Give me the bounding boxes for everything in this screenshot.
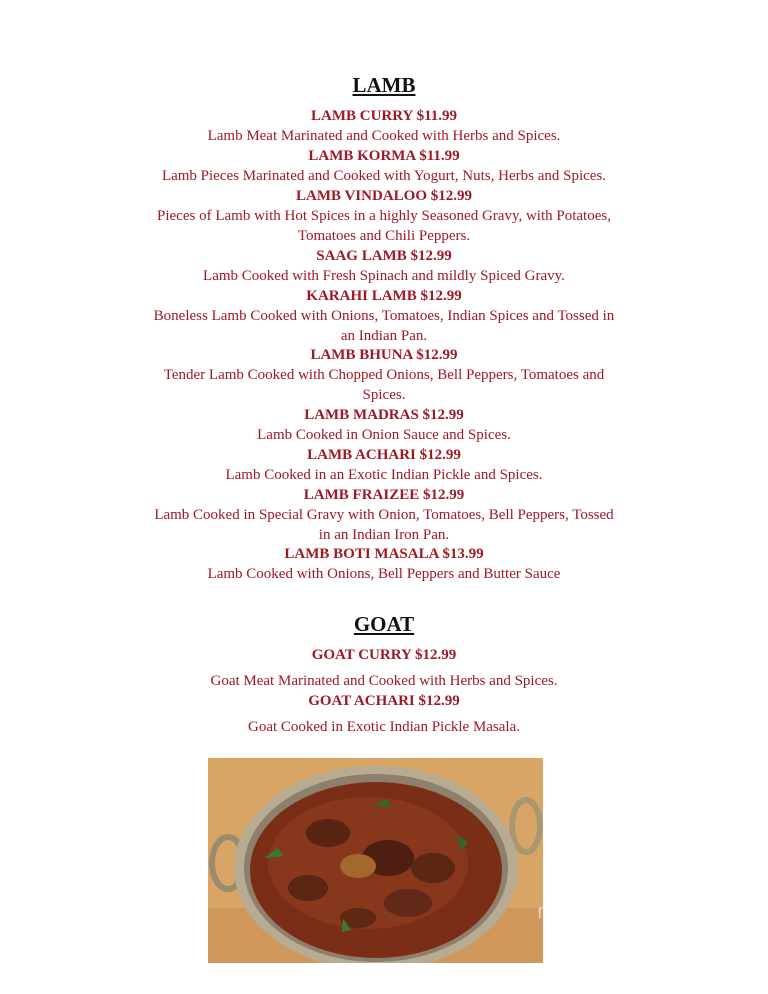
lamb-fraizee-desc: Lamb Cooked in Special Gravy with Onion, Tomatoes, Bell Peppers, Tossed in an Indian Iron Pan. — [154, 507, 614, 543]
lamb-achari-name: LAMB ACHARI $12.99 — [307, 447, 461, 463]
saag-lamb-name: SAAG LAMB $12.99 — [316, 248, 452, 264]
lamb-curry-desc: Lamb Meat Marinated and Cooked with Herbs and Spices. — [207, 128, 561, 144]
lamb-vindaloo-desc: Pieces of Lamb with Hot Spices in a highly Seasoned Gravy, with Potatoes, Tomatoes and Chili Peppers. — [157, 208, 611, 244]
goat-curry-desc: Goat Meat Marinated and Cooked with Herbs and Spices. — [210, 673, 558, 689]
lamb-boti-masala-desc: Lamb Cooked with Onions, Bell Peppers and Butter Sauce — [207, 566, 561, 582]
goat-achari-desc: Goat Cooked in Exotic Indian Pickle Masala. — [247, 719, 521, 735]
lamb-madras-desc: Lamb Cooked in Onion Sauce and Spices. — [257, 427, 511, 443]
lamb-madras-name: LAMB MADRAS $12.99 — [304, 407, 464, 423]
lamb-vindaloo-name: LAMB VINDALOO $12.99 — [296, 188, 472, 204]
saag-lamb-desc: Lamb Cooked with Fresh Spinach and mildly Spiced Gravy. — [203, 268, 565, 284]
lamb-section-title: LAMB — [352, 73, 416, 97]
goat-curry-name: GOAT CURRY $12.99 — [311, 647, 457, 663]
curry-bowl-photo — [208, 758, 543, 963]
lamb-achari-desc: Lamb Cooked in an Exotic Indian Pickle and Spices. — [225, 467, 543, 483]
lamb-fraizee-name: LAMB FRAIZEE $12.99 — [303, 487, 465, 503]
lamb-bhuna-desc: Tender Lamb Cooked with Chopped Onions, Bell Peppers, Tomatoes and Spices. — [163, 367, 605, 403]
goat-section-title: GOAT — [353, 612, 415, 636]
lamb-korma-name: LAMB KORMA $11.99 — [308, 148, 460, 164]
menupix-watermark: menupix — [537, 899, 628, 923]
lamb-bhuna-name: LAMB BHUNA $12.99 — [310, 347, 458, 363]
lamb-korma-desc: Lamb Pieces Marinated and Cooked with Yogurt, Nuts, Herbs and Spices. — [161, 168, 607, 184]
lamb-boti-masala-name: LAMB BOTI MASALA $13.99 — [284, 546, 484, 562]
curry-bowl-illustration — [208, 758, 543, 963]
karahi-lamb-desc: Boneless Lamb Cooked with Onions, Tomatoes, Indian Spices and Tossed in an Indian Pan. — [153, 308, 615, 344]
lamb-curry-name: LAMB CURRY $11.99 — [310, 108, 457, 124]
goat-achari-name: GOAT ACHARI $12.99 — [308, 693, 460, 709]
karahi-lamb-name: KARAHI LAMB $12.99 — [306, 288, 462, 304]
